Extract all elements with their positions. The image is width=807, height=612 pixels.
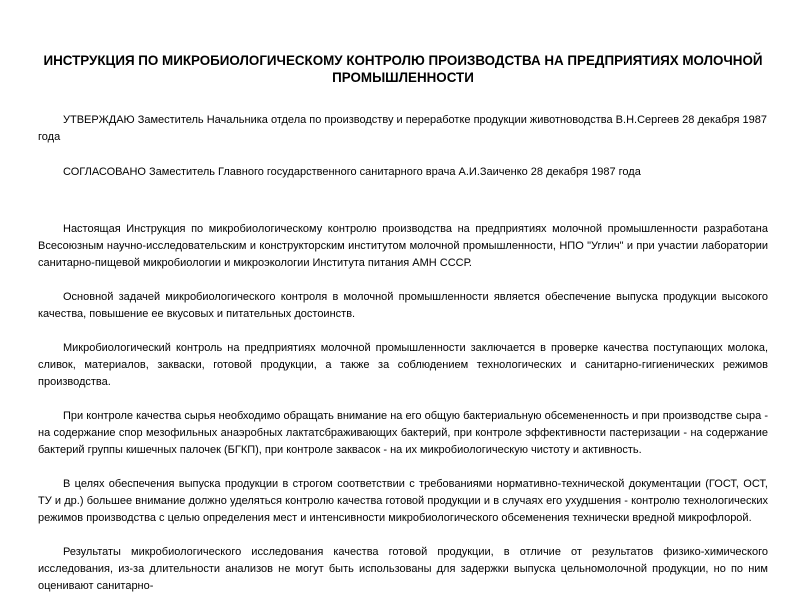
paragraph-control-scope: Микробиологический контроль на предприятиях молочной промышленности заключается в проверке качества поступающих молока, сливок, материалов, закваски, готовой продукции, а также за соблюдением технологических и санитарно-гигиенических режимов производства. bbox=[38, 342, 768, 388]
paragraph-main-task: Основной задачей микробиологического контроля в молочной промышленности является обеспечение выпуска продукции высокого качества, повышение ее вкусовых и питательных достоинств. bbox=[38, 291, 768, 320]
agreement-line: СОГЛАСОВАНО Заместитель Главного государственного санитарного врача А.И.Заиченко 28 декабря 1987 года bbox=[63, 166, 641, 178]
approval-line: УТВЕРЖДАЮ Заместитель Начальника отдела по производству и переработке продукции животноводства В.Н.Сергеев 28 декабря 1987 года bbox=[38, 114, 767, 143]
paragraph-intro: Настоящая Инструкция по микробиологическому контролю производства на предприятиях молочной промышленности разработана Всесоюзным научно-исследовательским и конструкторским институтом молочной промышленности, НПО "Углич" и при участии лаборатории санитарно-пищевой микробиологии и микроэкологии Института питания АМН СССР. bbox=[38, 223, 768, 269]
document-page bbox=[38, 52, 768, 612]
document-title: ИНСТРУКЦИЯ ПО МИКРОБИОЛОГИЧЕСКОМУ КОНТРОЛЮ ПРОИЗВОДСТВА НА ПРЕДПРИЯТИЯХ МОЛОЧНОЙ ПРОМЫШЛЕННОСТИ bbox=[43, 53, 763, 85]
paragraph-results: Результаты микробиологического исследования качества готовой продукции, в отличие от результатов физико-химического исследования, из-за длительности анализов не могут быть использованы для задержки выпуска цельномолочной продукции, но по ним оценивают санитарно- bbox=[38, 546, 768, 592]
paragraph-raw-materials: При контроле качества сырья необходимо обращать внимание на его общую бактериальную обсемененность и при производстве сыра - на содержание спор мезофильных анаэробных лактатсбраживающих бактерий, при контроле эффективности пастеризации - на содержание бактерий группы кишечных палочек (БГКП), при контроле заквасок - на их микробиологическую чистоту и активность. bbox=[38, 410, 768, 456]
paragraph-quality-standards: В целях обеспечения выпуска продукции в строгом соответствии с требованиями нормативно-технической документации (ГОСТ, ОСТ, ТУ и др.) большее внимание должно уделяться контролю качества готовой продукции и в случаях его ухудшения - контролю технологических режимов производства с целью определения мест и интенсивности микробиологического обсеменения технически вредной микрофлорой. bbox=[38, 478, 768, 524]
